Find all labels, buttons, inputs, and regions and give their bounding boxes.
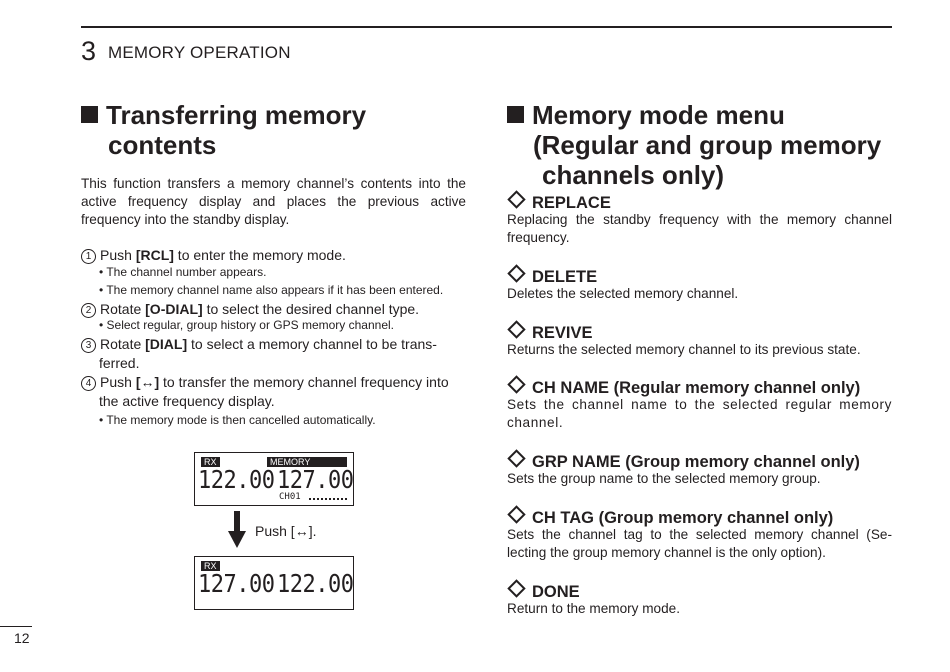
down-arrow-shaft [234, 511, 240, 533]
rx-indicator: RX [201, 457, 220, 467]
menu-item-replace: REPLACE [507, 193, 611, 213]
chapter-number: 3 [81, 36, 97, 66]
diamond-icon [507, 190, 525, 208]
menu-item-revive: REVIVE [507, 323, 593, 343]
menu-item-done: DONE [507, 582, 580, 602]
diamond-icon [507, 264, 525, 282]
page-number: 12 [14, 630, 30, 646]
key-transfer: [↔] [135, 374, 160, 390]
diamond-icon [507, 449, 525, 467]
step4-bullet-a: • The memory mode is then cancelled automatically. [99, 413, 376, 427]
grp-name-desc: Sets the group name to the selected memory group. [507, 471, 821, 486]
key-o-dial: [O-DIAL] [145, 301, 203, 317]
step-2: 2 Rotate [O-DIAL] to select the desired channel type. [81, 300, 466, 319]
done-desc: Return to the memory mode. [507, 601, 681, 616]
down-arrow-icon [228, 531, 246, 548]
intro-paragraph: This function transfers a memory channel’s contents into the active frequency display and places the previous active frequency into the standby display. [81, 176, 466, 227]
step-number-icon: 3 [81, 338, 96, 353]
channel-number: CH01 [279, 492, 301, 502]
chapter-title: MEMORY OPERATION [108, 43, 291, 62]
active-frequency: 122.00 [198, 466, 275, 495]
left-section-title: Transferring memory contents [81, 100, 481, 160]
push-label: Push [↔]. [255, 523, 317, 539]
menu-item-grp-name: GRP NAME (Group memory channel only) [507, 452, 860, 472]
lcd-display-before [194, 452, 354, 506]
step-4: 4 Push [↔] to transfer the memory channel frequency into [81, 373, 466, 392]
page-number-rule [0, 626, 32, 627]
standby-frequency: 122.00 [277, 570, 354, 599]
step2-bullet-a: • Select regular, group history or GPS memory channel. [99, 318, 395, 332]
delete-desc: Deletes the selected memory channel. [507, 286, 739, 301]
step1-bullet-b: • The memory channel name also appears if it has been entered. [99, 283, 444, 297]
key-rcl: [RCL] [135, 247, 174, 263]
step-4-cont: the active frequency display. [99, 393, 275, 409]
square-bullet-icon [81, 106, 98, 123]
step-number-icon: 1 [81, 249, 96, 264]
diamond-icon [507, 505, 525, 523]
menu-item-ch-tag: CH TAG (Group memory channel only) [507, 508, 833, 528]
active-frequency: 127.00 [198, 570, 275, 599]
step-number-icon: 2 [81, 303, 96, 318]
revive-desc: Returns the selected memory channel to its previous state. [507, 342, 861, 357]
diamond-icon [507, 579, 525, 597]
lcd-display-after [194, 556, 354, 610]
step-3-cont: ferred. [99, 355, 140, 371]
rx-indicator: RX [201, 561, 220, 571]
diamond-icon [507, 320, 525, 338]
step-3: 3 Rotate [DIAL] to select a memory channel to be trans- [81, 335, 466, 354]
replace-desc: Replacing the standby frequency with the memory channel frequency. [507, 212, 892, 245]
step-1: 1 Push [RCL] to enter the memory mode. [81, 246, 466, 265]
menu-item-ch-name: CH NAME (Regular memory channel only) [507, 378, 860, 398]
menu-item-delete: DELETE [507, 267, 597, 287]
step1-bullet-a: • The channel number appears. [99, 265, 267, 279]
header-rule [81, 26, 892, 28]
channel-name-dots [309, 498, 347, 500]
ch-name-desc: Sets the channel name to the selected regular memory channel. [507, 397, 892, 430]
right-section-title: Memory mode menu (Regular and group memory channels only) [507, 100, 907, 190]
step-number-icon: 4 [81, 376, 96, 391]
diamond-icon [507, 375, 525, 393]
key-dial: [DIAL] [145, 336, 188, 352]
memory-indicator: MEMORY [267, 457, 347, 467]
square-bullet-icon [507, 106, 524, 123]
standby-frequency: 127.00 [277, 466, 354, 495]
ch-tag-desc: Sets the channel tag to the selected memory channel (Se-lecting the group memory channel is the only option). [507, 527, 892, 560]
